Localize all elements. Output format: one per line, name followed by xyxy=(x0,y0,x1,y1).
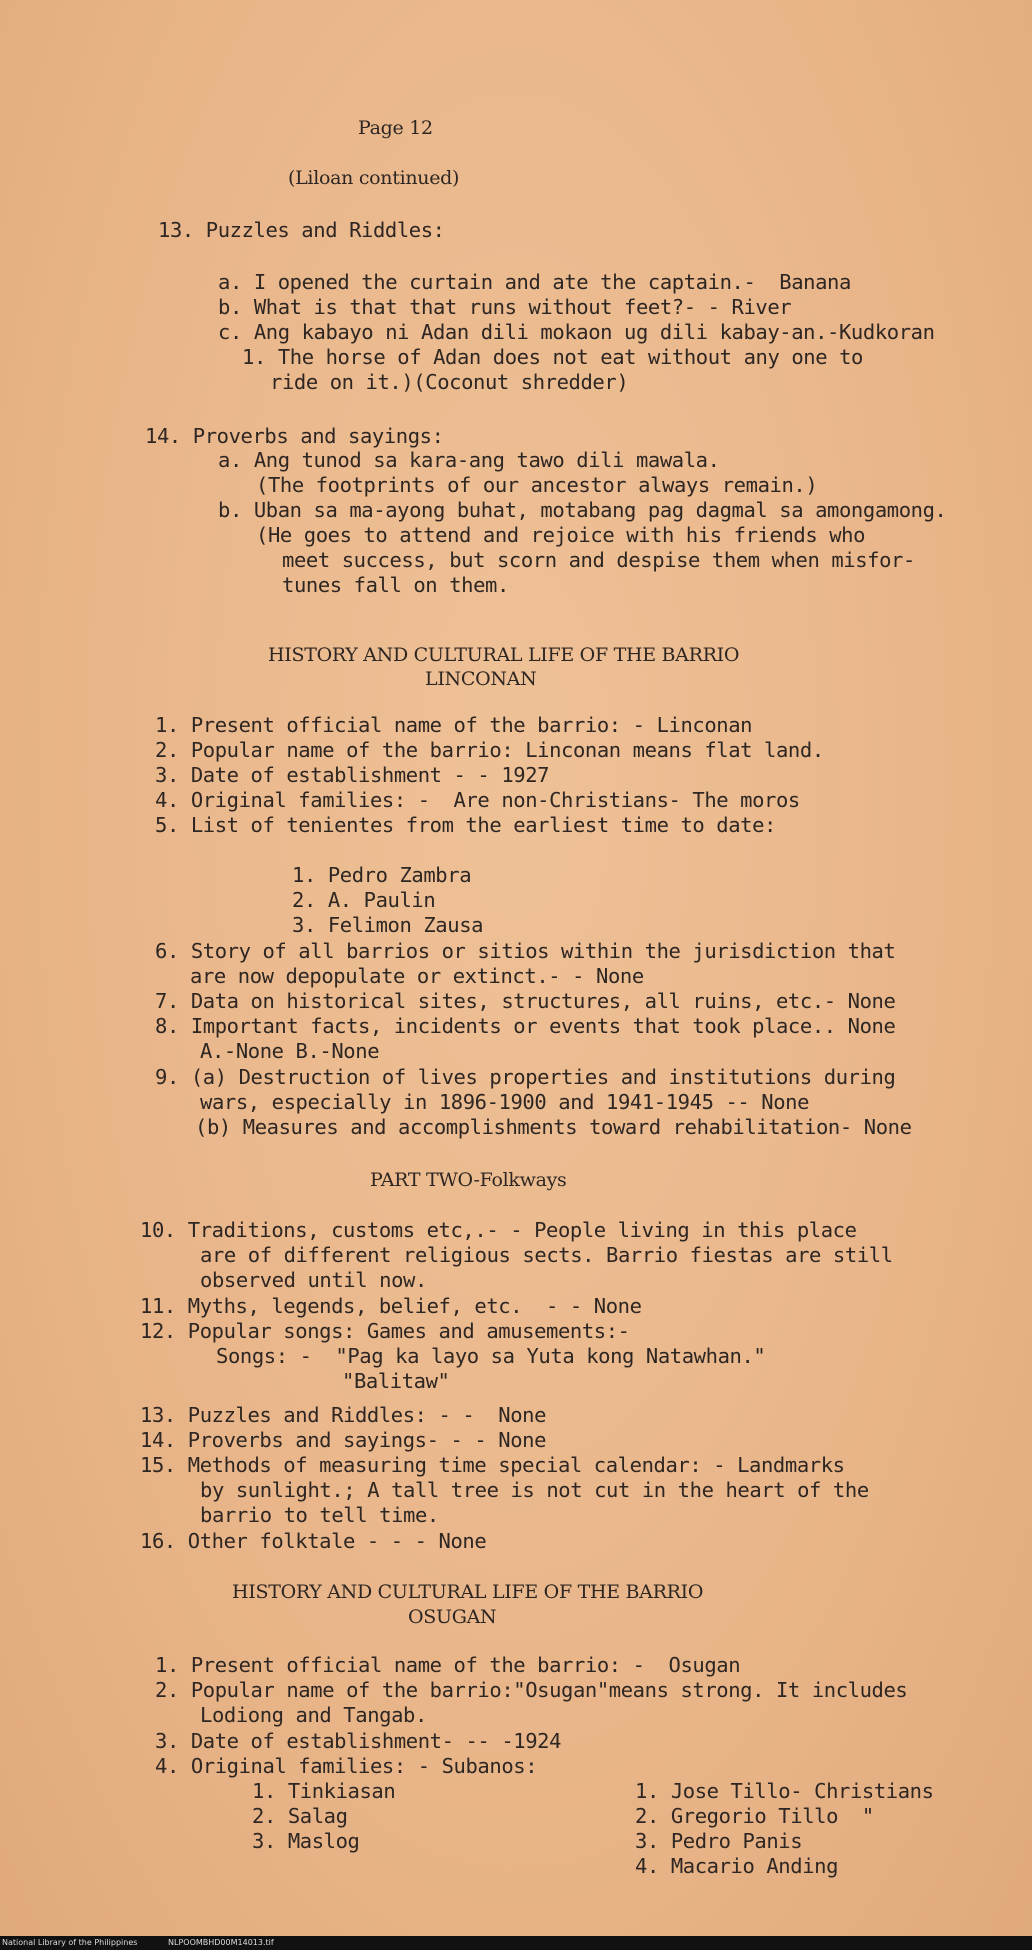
original-family: 4. Macario Anding xyxy=(635,1854,839,1878)
linconan-item: A.-None B.-None xyxy=(200,1039,380,1063)
original-family: 3. Pedro Panis xyxy=(635,1829,803,1853)
original-family: 2. Salag xyxy=(252,1804,348,1828)
folkway-line: by sunlight.; A tall tree is not cut in the heart of the xyxy=(200,1478,869,1502)
linconan-item: (b) Measures and accomplishments toward rehabilitation- None xyxy=(195,1115,912,1139)
teniente: 1. Pedro Zambra xyxy=(292,863,472,887)
teniente: 3. Felimon Zausa xyxy=(292,913,484,937)
folkway-line: Songs: - "Pag ka layo sa Yuta kong Natawhan." xyxy=(216,1344,766,1368)
teniente: 2. A. Paulin xyxy=(292,888,436,912)
linconan-item: 3. Date of establishment - - 1927 xyxy=(155,763,550,787)
linconan-item: 4. Original families: - Are non-Christians- The moros xyxy=(155,788,800,812)
osugan-barrio-name: OSUGAN xyxy=(408,1606,497,1628)
puzzle-line: b. What is that that runs without feet?- - River xyxy=(218,295,792,319)
folkway-line: are of different religious sects. Barrio fiestas are still xyxy=(200,1243,893,1267)
proverb-line: (He goes to attend and rejoice with his friends who xyxy=(256,523,866,547)
linconan-item: wars, especially in 1896-1900 and 1941-1945 -- None xyxy=(200,1090,810,1114)
proverb-line: meet success, but scorn and despise them when misfor- xyxy=(282,548,915,572)
linconan-title: HISTORY AND CULTURAL LIFE OF THE BARRIO xyxy=(268,644,740,666)
footer-source: National Library of the Philippines xyxy=(2,1938,138,1947)
linconan-item: 2. Popular name of the barrio: Linconan means flat land. xyxy=(155,738,824,762)
proverb-line: tunes fall on them. xyxy=(282,573,509,597)
folkway-line: "Balitaw" xyxy=(342,1369,450,1393)
linconan-item: are now depopulate or extinct.- - None xyxy=(190,964,644,988)
proverb-line: (The footprints of our ancestor always remain.) xyxy=(256,473,818,497)
page-label: Page 12 xyxy=(358,117,433,139)
folkway-line: 11. Myths, legends, belief, etc. - - None xyxy=(140,1294,642,1318)
puzzle-line: 1. The horse of Adan does not eat without any one to xyxy=(242,345,863,369)
puzzles-heading: 13. Puzzles and Riddles: xyxy=(158,218,445,242)
linconan-item: 8. Important facts, incidents or events that took place.. None xyxy=(155,1014,896,1038)
linconan-item: 7. Data on historical sites, structures, all ruins, etc.- None xyxy=(155,989,896,1013)
original-family: 3. Maslog xyxy=(252,1829,360,1853)
folkway-line: 16. Other folktale - - - None xyxy=(140,1529,487,1553)
linconan-item: 6. Story of all barrios or sitios within the jurisdiction that xyxy=(155,939,896,963)
osugan-item: 3. Date of establishment- -- -1924 xyxy=(155,1729,562,1753)
puzzle-line: a. I opened the curtain and ate the captain.- Banana xyxy=(218,270,851,294)
footer-filename: NLPOOMBHD00M14013.tif xyxy=(168,1938,274,1947)
linconan-item: 9. (a) Destruction of lives properties and institutions during xyxy=(155,1065,896,1089)
linconan-item: 5. List of tenientes from the earliest time to date: xyxy=(155,813,776,837)
folkway-line: 14. Proverbs and sayings- - - None xyxy=(140,1428,547,1452)
part-two-heading: PART TWO-Folkways xyxy=(370,1169,567,1191)
proverb-line: b. Uban sa ma-ayong buhat, motabang pag dagmal sa amongamong. xyxy=(218,498,947,522)
proverbs-heading: 14. Proverbs and sayings: xyxy=(145,424,444,448)
original-family: 1. Jose Tillo- Christians xyxy=(635,1779,934,1803)
osugan-title: HISTORY AND CULTURAL LIFE OF THE BARRIO xyxy=(232,1581,704,1603)
folkway-line: 12. Popular songs: Games and amusements:- xyxy=(140,1319,630,1343)
puzzle-line: ride on it.)(Coconut shredder) xyxy=(270,370,629,394)
folkway-line: 13. Puzzles and Riddles: - - None xyxy=(140,1403,547,1427)
linconan-item: 1. Present official name of the barrio: - Linconan xyxy=(155,713,753,737)
folkway-line: 10. Traditions, customs etc,.- - People living in this place xyxy=(140,1218,857,1242)
folkway-line: barrio to tell time. xyxy=(200,1503,439,1527)
puzzle-line: c. Ang kabayo ni Adan dili mokaon ug dili kabay-an.-Kudkoran xyxy=(218,320,935,344)
archive-footer xyxy=(0,1936,1032,1950)
osugan-item: 2. Popular name of the barrio:"Osugan"means strong. It includes xyxy=(155,1678,908,1702)
folkway-line: 15. Methods of measuring time special calendar: - Landmarks xyxy=(140,1453,845,1477)
original-family: 2. Gregorio Tillo " xyxy=(635,1804,874,1828)
proverb-line: a. Ang tunod sa kara-ang tawo dili mawala. xyxy=(218,448,720,472)
continued-note: (Liloan continued) xyxy=(288,167,460,189)
original-family: 1. Tinkiasan xyxy=(252,1779,396,1803)
folkway-line: observed until now. xyxy=(200,1268,427,1292)
osugan-item: 1. Present official name of the barrio: - Osugan xyxy=(155,1653,741,1677)
osugan-item: 4. Original families: - Subanos: xyxy=(155,1754,538,1778)
linconan-barrio-name: LINCONAN xyxy=(425,668,537,690)
osugan-item: Lodiong and Tangab. xyxy=(200,1703,427,1727)
